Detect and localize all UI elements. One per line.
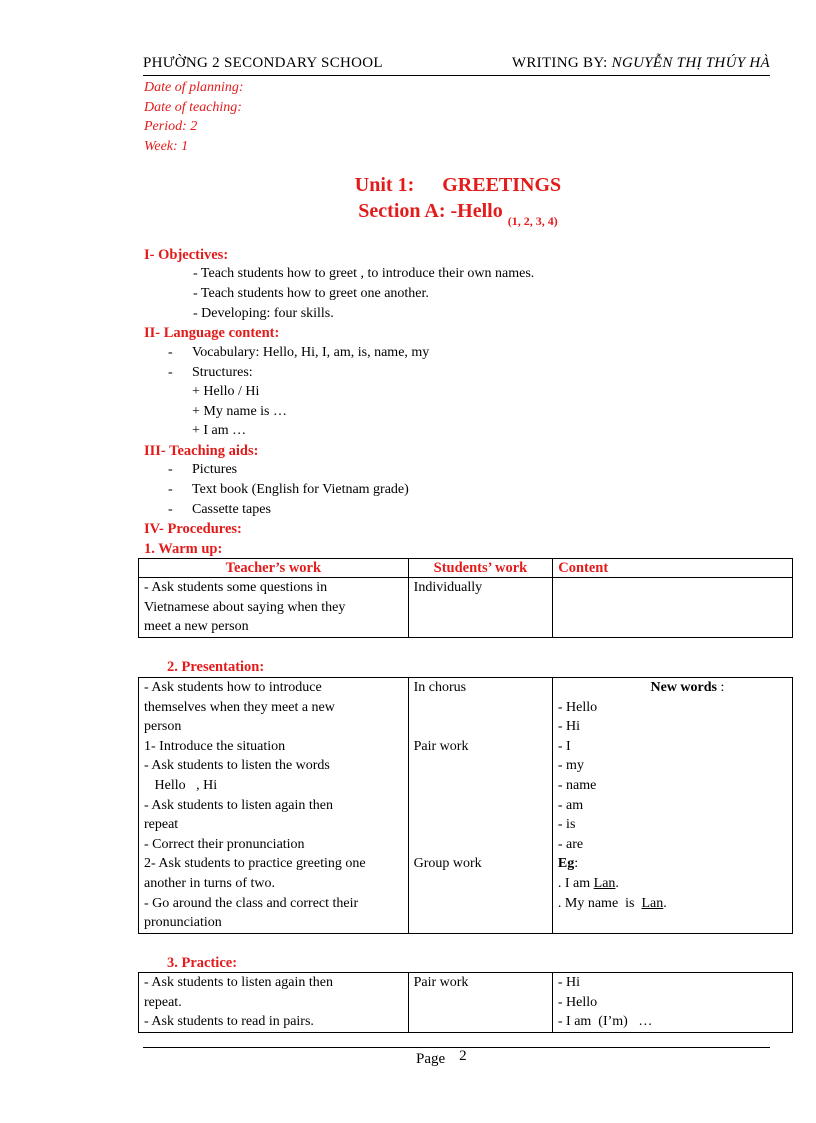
structure-item: + Hello / Hi (192, 384, 260, 399)
page-number: 2 (459, 1048, 467, 1064)
example-text: . My name is (557, 895, 642, 911)
lesson-meta (144, 78, 244, 156)
bullet-dash: - (168, 482, 173, 497)
word-item: - am (557, 797, 584, 813)
students-work-cell (408, 973, 552, 1033)
structures-label: Structures: (192, 365, 253, 380)
cell-line: - Go around the class and correct their (144, 895, 359, 911)
unit-title (0, 174, 816, 197)
bullet-dash: - (168, 462, 173, 477)
content-cell (552, 973, 792, 1033)
cell-line: 2- Ask students to practice greeting one (144, 856, 366, 872)
teacher-work-cell (139, 578, 409, 638)
teaching-aids-heading: III- Teaching aids: (144, 443, 259, 459)
date-of-planning: Date of planning: (144, 80, 244, 95)
teacher-work-header: Teacher’s work (139, 559, 409, 578)
table-row (139, 973, 793, 1033)
practice-heading: 3. Practice: (167, 955, 238, 971)
cell-line: - Correct their pronunciation (144, 836, 305, 852)
cell-line: - Ask students to listen the words (144, 758, 330, 774)
students-work-cell (408, 578, 553, 638)
new-words-label: New words (650, 680, 717, 695)
cell-line: Individually (413, 580, 483, 595)
footer-divider (143, 1047, 770, 1048)
content-header: Content (553, 559, 793, 578)
table-header-row (139, 559, 793, 578)
cell-line: Group work (413, 856, 482, 872)
unit-number: Unit 1: (354, 174, 415, 196)
structure-item: + I am … (192, 423, 247, 438)
students-work-cell (408, 678, 552, 934)
procedures-heading: IV- Procedures: (144, 521, 242, 537)
new-words-title (558, 678, 787, 698)
objectives-heading: I- Objectives: (144, 247, 229, 263)
word-item: - my (557, 758, 584, 774)
date-of-teaching: Date of teaching: (144, 99, 242, 115)
author-label: WRITING BY: (511, 55, 608, 71)
unit-name: GREETINGS (442, 174, 562, 196)
header-divider (143, 75, 770, 76)
new-words-colon: : (717, 680, 725, 695)
bullet-dash: - (168, 365, 173, 380)
author-name: NGUYỄN THỊ THÚY HÀ (611, 55, 770, 71)
cell-line: another in turns of two. (144, 875, 276, 891)
cell-line: 1- Introduce the situation (144, 738, 286, 754)
school-name: PHƯỜNG 2 SECONDARY SCHOOL (143, 55, 383, 71)
example-label (558, 854, 787, 874)
cell-line: Vietnamese about saying when they (144, 599, 346, 615)
week: Week: 1 (144, 138, 189, 154)
cell-line: repeat (144, 817, 179, 833)
content-cell (552, 678, 792, 934)
section-name: Section A: -Hello (358, 200, 503, 222)
eg-colon: : (574, 856, 579, 872)
aid-item: Cassette tapes (192, 502, 271, 517)
presentation-table (138, 677, 793, 934)
example-line (558, 874, 787, 894)
cell-line: - Ask students to listen again then (144, 797, 333, 813)
objective-item: - Developing: four skills. (193, 306, 334, 321)
word-item: - name (557, 777, 597, 793)
aid-item: Text book (English for Vietnam grade) (192, 482, 409, 497)
period: Period: 2 (144, 119, 198, 135)
cell-line: meet a new person (144, 619, 249, 635)
cell-line: - Ask students some questions in (144, 580, 328, 595)
warm-up-heading: 1. Warm up: (144, 541, 223, 557)
author-line (512, 55, 770, 72)
language-content-heading: II- Language content: (144, 325, 280, 341)
presentation-heading: 2. Presentation: (167, 659, 265, 675)
cell-line: Hello , Hi (144, 777, 218, 793)
structure-item: + My name is … (192, 404, 287, 419)
example-name: Lan (641, 895, 664, 911)
cell-line: - Ask students to listen again then (144, 975, 333, 990)
page-label: Page (416, 1051, 446, 1067)
word-item: - is (557, 817, 576, 833)
warm-up-table (138, 558, 793, 638)
cell-line: - Ask students to read in pairs. (144, 1014, 314, 1030)
example-line (558, 894, 787, 914)
teacher-work-cell (139, 973, 409, 1033)
content-line: - Hi (557, 975, 581, 990)
cell-line: person (144, 719, 182, 735)
teacher-work-cell (139, 678, 409, 934)
bullet-dash: - (168, 345, 173, 360)
content-line: - I am (I’m) … (557, 1014, 653, 1030)
vocabulary-line: Vocabulary: Hello, Hi, I, am, is, name, my (192, 345, 430, 360)
table-row (139, 578, 793, 638)
table-row (139, 678, 793, 934)
example-text: . I am (557, 875, 594, 891)
bullet-dash: - (168, 502, 173, 517)
aid-item: Pictures (192, 462, 238, 477)
objective-item: - Teach students how to greet , to introduce their own names. (193, 266, 535, 281)
content-cell (553, 578, 793, 638)
cell-line: In chorus (413, 680, 467, 695)
page-footer (416, 1048, 467, 1068)
word-item: - Hello (557, 699, 598, 715)
example-text: . (615, 875, 619, 891)
cell-line: - Ask students how to introduce (144, 680, 322, 695)
cell-line: themselves when they meet a new (144, 699, 335, 715)
practice-table (138, 972, 793, 1033)
cell-line: Pair work (413, 738, 469, 754)
section-title (0, 200, 816, 228)
word-item: - I (557, 738, 571, 754)
students-work-header: Students’ work (408, 559, 553, 578)
content-line: - Hello (557, 994, 598, 1010)
objective-item: - Teach students how to greet one another. (193, 286, 429, 301)
cell-line: Pair work (413, 975, 469, 990)
word-item: - Hi (557, 719, 581, 735)
cell-line: repeat. (144, 994, 182, 1010)
page-header (143, 55, 770, 75)
section-parts: (1, 2, 3, 4) (507, 214, 558, 228)
example-text: . (663, 895, 667, 911)
example-name: Lan (593, 875, 616, 891)
word-item: - are (557, 836, 584, 852)
eg-label: Eg (557, 856, 575, 872)
cell-line: pronunciation (144, 915, 222, 931)
